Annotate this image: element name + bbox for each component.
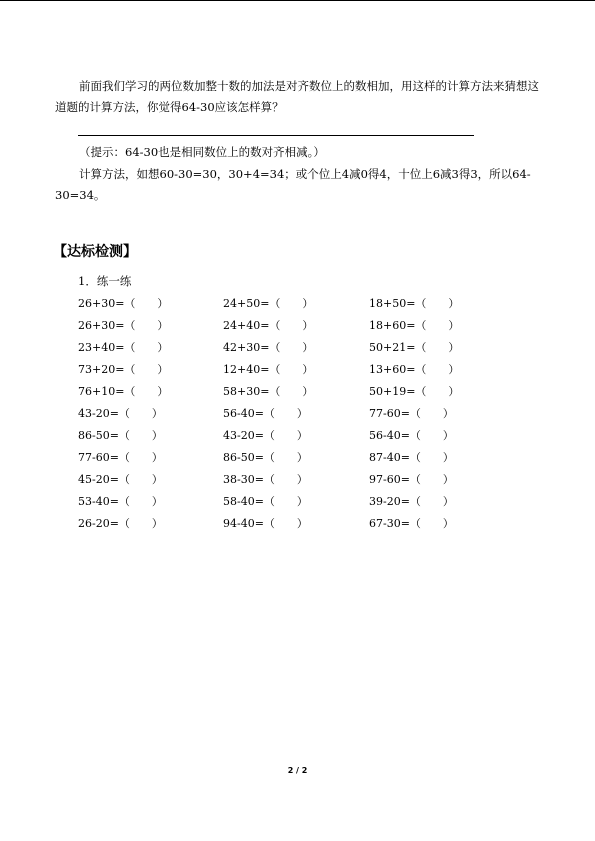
hint-text: （提示：64-30也是相同数位上的数对齐相减。） — [79, 145, 325, 159]
exercise-item: 67-30=（ ） — [369, 517, 454, 530]
exercise-item: 39-20=（ ） — [369, 495, 454, 508]
exercise-item: 86-50=（ ） — [223, 451, 308, 464]
exercise-item: 18+60=（ ） — [369, 319, 460, 332]
exercise-item: 23+40=（ ） — [78, 341, 169, 354]
exercise-item: 26+30=（ ） — [78, 319, 169, 332]
exercise-item: 53-40=（ ） — [78, 495, 163, 508]
exercise-item: 87-40=（ ） — [369, 451, 454, 464]
exercise-item: 45-20=（ ） — [78, 473, 163, 486]
exercise-item: 43-20=（ ） — [223, 429, 308, 442]
section-title: 【达标检测】 — [53, 244, 137, 260]
exercise-item: 13+60=（ ） — [369, 363, 460, 376]
exercise-item: 24+50=（ ） — [223, 297, 314, 310]
exercise-item: 56-40=（ ） — [369, 429, 454, 442]
exercise-item: 76+10=（ ） — [78, 385, 169, 398]
exercise-item: 50+21=（ ） — [369, 341, 460, 354]
page-top-border — [0, 0, 595, 1]
exercise-item: 24+40=（ ） — [223, 319, 314, 332]
exercise-item: 18+50=（ ） — [369, 297, 460, 310]
exercise-item: 94-40=（ ） — [223, 517, 308, 530]
page-number: 2 / 2 — [287, 766, 308, 775]
exercise-item: 73+20=（ ） — [78, 363, 169, 376]
exercise-item: 86-50=（ ） — [78, 429, 163, 442]
exercise-item: 43-20=（ ） — [78, 407, 163, 420]
exercise-item: 38-30=（ ） — [223, 473, 308, 486]
answer-line — [78, 135, 474, 136]
exercise-item: 12+40=（ ） — [223, 363, 314, 376]
exercise-item: 58+30=（ ） — [223, 385, 314, 398]
exercise-item: 58-40=（ ） — [223, 495, 308, 508]
exercise-item: 50+19=（ ） — [369, 385, 460, 398]
exercise-item: 26-20=（ ） — [78, 517, 163, 530]
method-text: 计算方法，如想60-30=30，30+4=34；或个位上4减0得4，十位上6减3得3，所以64-30=34。 — [55, 167, 531, 202]
exercise-item: 26+30=（ ） — [78, 297, 169, 310]
exercise-item: 56-40=（ ） — [223, 407, 308, 420]
exercise-title: 1．练一练 — [78, 274, 132, 288]
exercise-item: 97-60=（ ） — [369, 473, 454, 486]
exercise-item: 77-60=（ ） — [369, 407, 454, 420]
intro-paragraph: 前面我们学习的两位数加整十数的加法是对齐数位上的数相加，用这样的计算方法来猜想这道题的计算方法，你觉得64-30应该怎样算？ — [55, 79, 539, 114]
exercise-item: 42+30=（ ） — [223, 341, 314, 354]
exercise-item: 77-60=（ ） — [78, 451, 163, 464]
